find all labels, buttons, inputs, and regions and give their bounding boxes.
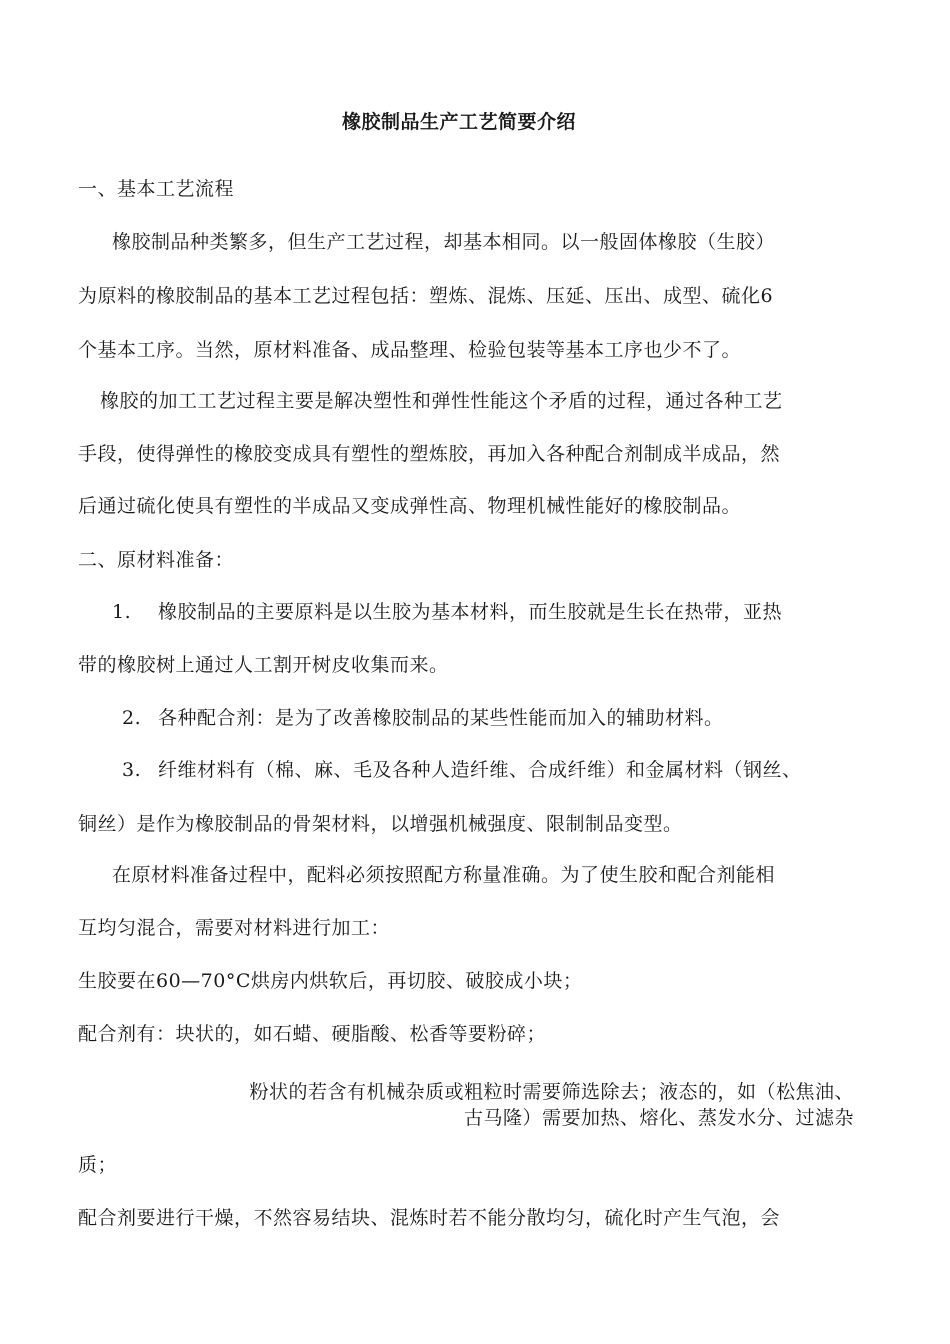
paragraph-line: 生胶要在60—70°C烘房内烘软后，再切胶、破胶成小块； [78,970,583,992]
paragraph-line: 手段，使得弹性的橡胶变成具有塑性的塑炼胶，再加入各种配合剂制成半成品，然 [78,443,781,465]
paragraph-line: 配合剂要进行干燥，不然容易结块、混炼时若不能分散均匀，硫化时产生气泡，会 [78,1207,781,1229]
list-item-text: 橡胶制品的主要原料是以生胶为基本材料，而生胶就是生长在热带，亚热 [158,601,783,623]
list-item-text: 纤维材料有（棉、麻、毛及各种人造纤维、合成纤维）和金属材料（钢丝、 [158,759,802,781]
paragraph-line: 橡胶的加工工艺过程主要是解决塑性和弹性性能这个矛盾的过程，通过各种工艺 [100,390,783,412]
paragraph-line: 橡胶制品种类繁多，但生产工艺过程，却基本相同。以一般固体橡胶（生胶） [112,231,776,253]
section-heading-1: 一、基本工艺流程 [78,178,235,200]
paragraph-line: 粉状的若含有机械杂质或粗粒时需要筛选除去；液态的，如（松焦油、 [249,1081,854,1103]
paragraph-line: 为原料的橡胶制品的基本工艺过程包括：塑炼、混炼、压延、压出、成型、硫化6 [78,285,774,307]
document-title: 橡胶制品生产工艺简要介绍 [342,111,577,133]
paragraph-line: 质； [78,1154,118,1176]
paragraph-line: 个基本工序。当然，原材料准备、成品整理、检验包装等基本工序也少不了。 [78,339,742,361]
paragraph-line: 互均匀混合，需要对材料进行加工： [78,917,391,939]
list-item-text: 铜丝）是作为橡胶制品的骨架材料，以增强机械强度、限制制品变型。 [78,813,683,835]
paragraph-line: 在原材料准备过程中，配料必须按照配方称量准确。为了使生胶和配合剂能相 [112,864,776,886]
paragraph-line: 古马隆）需要加热、熔化、蒸发水分、过滤杂 [463,1107,854,1129]
paragraph-line: 后通过硫化使具有塑性的半成品又变成弹性高、物理机械性能好的橡胶制品。 [78,495,742,517]
list-item-number: 2. [122,707,142,729]
paragraph-line: 配合剂有：块状的，如石蜡、硬脂酸、松香等要粉碎； [78,1023,547,1045]
section-heading-2: 二、原材料准备： [78,549,235,571]
list-item-text: 带的橡胶树上通过人工割开树皮收集而来。 [78,654,449,676]
list-item-number: 1. [112,601,132,623]
list-item-text: 各种配合剂：是为了改善橡胶制品的某些性能而加入的辅助材料。 [158,707,724,729]
list-item-number: 3. [122,759,142,781]
